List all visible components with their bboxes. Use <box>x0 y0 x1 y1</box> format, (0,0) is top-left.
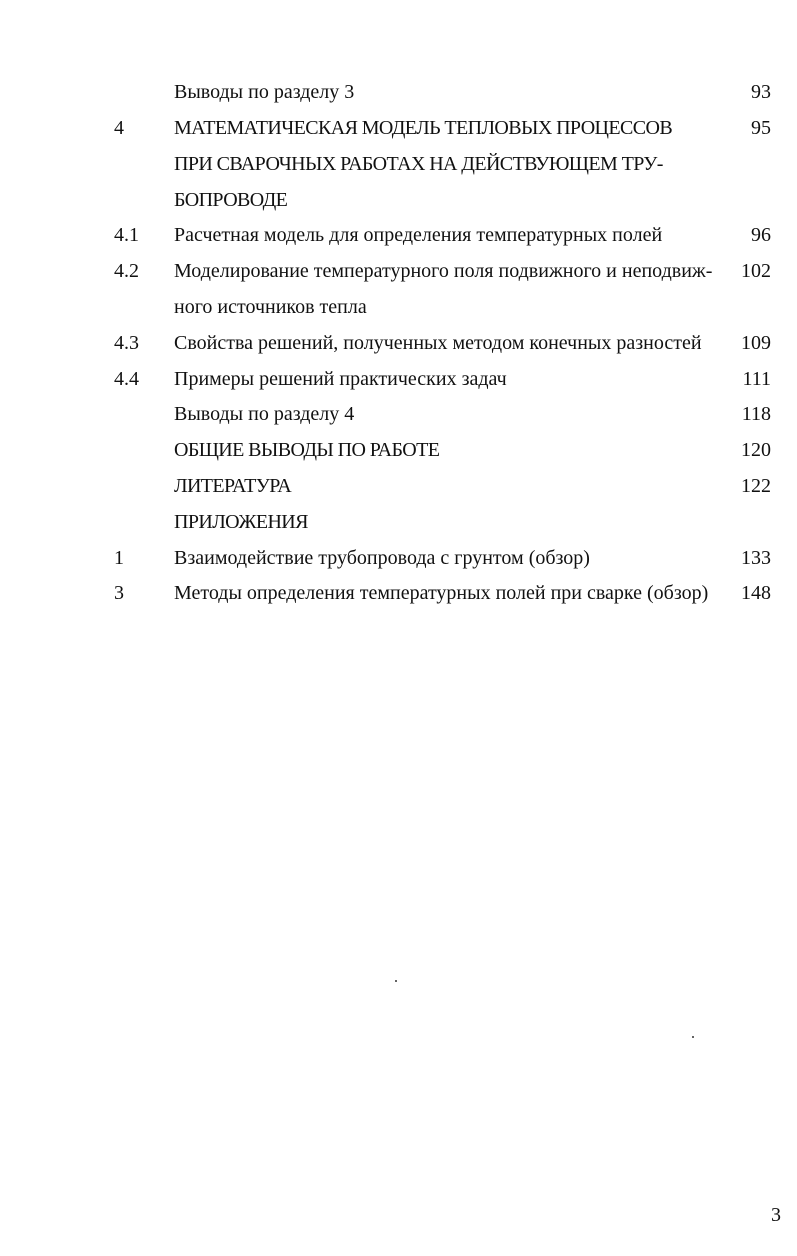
toc-entry-page: 133 <box>741 547 771 569</box>
toc-entry-title: Методы определения температурных полей при сварке (обзор) <box>174 582 709 604</box>
toc-entry-number: 4.4 <box>114 368 139 390</box>
toc-entry-page: 102 <box>741 260 771 282</box>
toc-entry-page: 148 <box>741 582 771 604</box>
toc-entry-number: 3 <box>114 582 124 604</box>
toc-entry-title: Примеры решений практических задач <box>174 368 507 390</box>
toc-entry-title: Расчетная модель для определения температурных полей <box>174 224 663 246</box>
toc-entry-title-continued: БОПРОВОДЕ <box>174 189 288 211</box>
toc-entry-page: 122 <box>741 475 771 497</box>
toc-entry-page: 93 <box>751 81 771 103</box>
toc-entry-title: ОБЩИЕ ВЫВОДЫ ПО РАБОТЕ <box>174 439 440 461</box>
scan-speck <box>395 980 397 982</box>
toc-entry-title: Взаимодействие трубопровода с грунтом (обзор) <box>174 547 590 569</box>
toc-entry-number: 4.3 <box>114 332 139 354</box>
toc-entry-number: 4.2 <box>114 260 139 282</box>
toc-entry-page: 109 <box>741 332 771 354</box>
toc-entry-number: 1 <box>114 547 124 569</box>
toc-entry-page: 95 <box>751 117 771 139</box>
toc-entry-number: 4 <box>114 117 124 139</box>
toc-entry-number: 4.1 <box>114 224 139 246</box>
scan-speck <box>692 1036 694 1038</box>
toc-entry-title: Выводы по разделу 4 <box>174 403 355 425</box>
toc-entry-title: Моделирование температурного поля подвижного и неподвиж- <box>174 260 713 282</box>
toc-entry-page: 96 <box>751 224 771 246</box>
toc-entry-page: 118 <box>741 403 771 425</box>
toc-entry-page: 111 <box>742 368 771 390</box>
page-number: 3 <box>771 1204 781 1226</box>
toc-entry-page: 120 <box>741 439 771 461</box>
toc-entry-title: ПРИЛОЖЕНИЯ <box>174 511 308 533</box>
toc-entry-title: Выводы по разделу 3 <box>174 81 355 103</box>
toc-entry-title: МАТЕМАТИЧЕСКАЯ МОДЕЛЬ ТЕПЛОВЫХ ПРОЦЕССОВ <box>174 117 673 139</box>
toc-entry-title: ЛИТЕРАТУРА <box>174 475 292 497</box>
toc-entry-title: Свойства решений, полученных методом конечных разностей <box>174 332 702 354</box>
toc-entry-title-continued: ного источников тепла <box>174 296 367 318</box>
toc-entry-title-continued: ПРИ СВАРОЧНЫХ РАБОТАХ НА ДЕЙСТВУЮЩЕМ ТРУ- <box>174 153 663 175</box>
